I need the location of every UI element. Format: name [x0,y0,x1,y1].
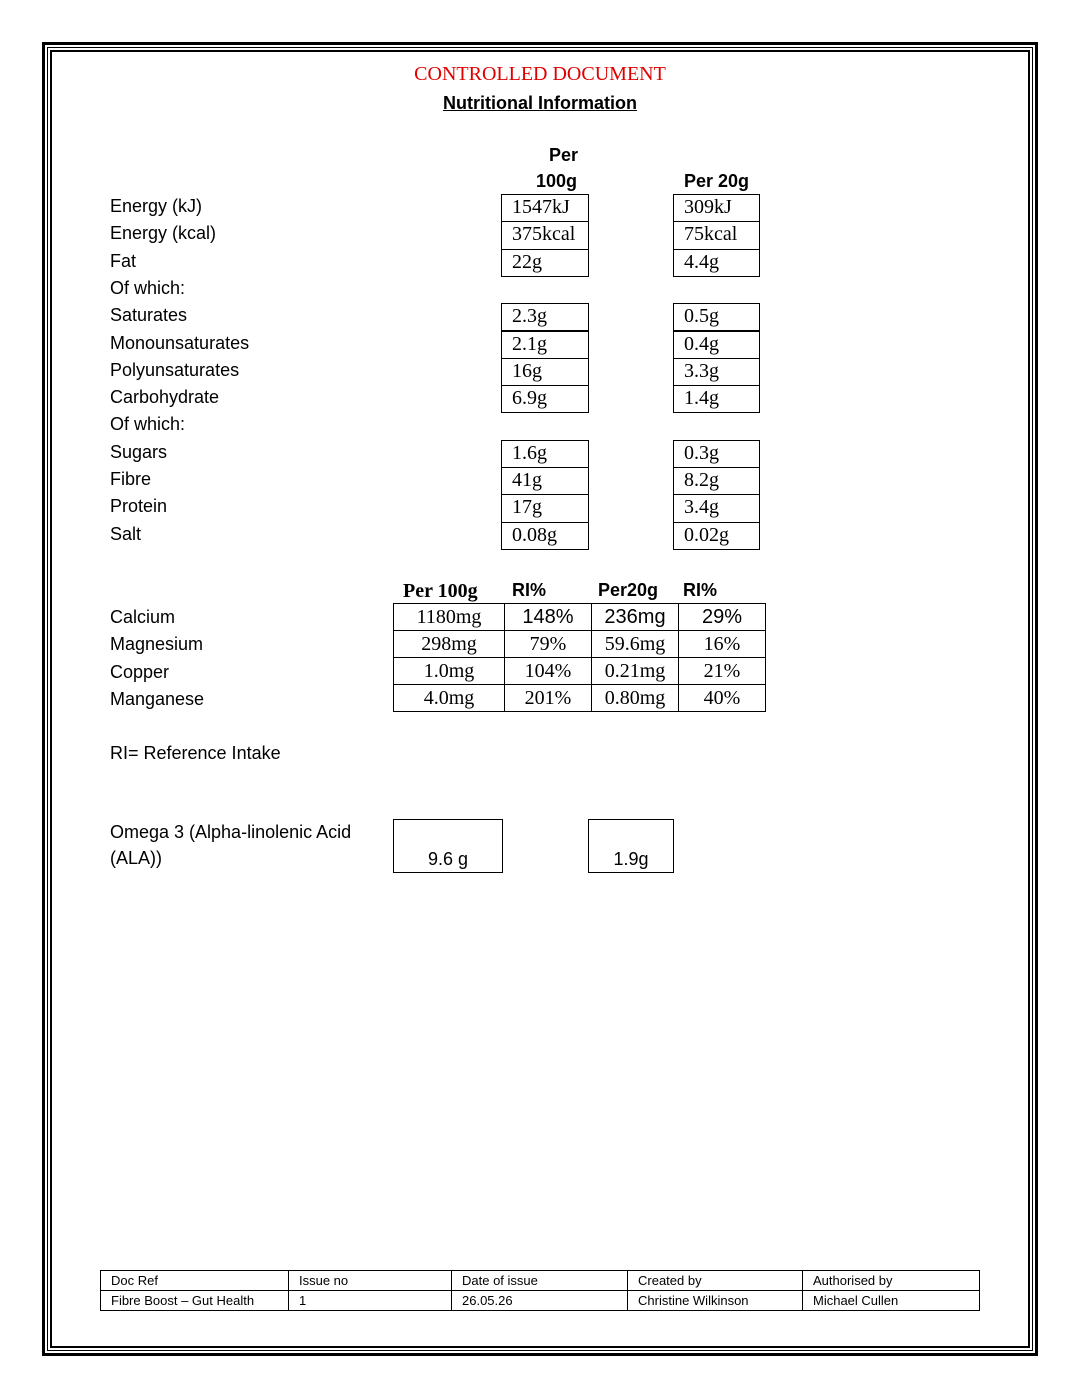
mineral-per20-value: 0.21mg [592,658,679,685]
macro-per20-value: 0.4g [673,331,760,359]
footer-header-date: Date of issue [452,1271,628,1291]
macro-label: Of which: [110,277,186,298]
mineral-per20-value: 236mg [592,604,679,631]
mineral-per100-value: 1.0mg [394,658,505,685]
footer-value-row [101,1291,980,1311]
mineral-label: Calcium [110,607,176,627]
mineral-label: Magnesium [110,634,204,655]
macro-per20-value: 0.3g [673,440,760,468]
ri-note: RI= Reference Intake [110,743,281,763]
macro-label: Energy (kcal) [110,223,217,244]
omega-label-line2: (ALA)) [110,848,163,868]
footer-created-by: Christine Wilkinson [628,1291,803,1311]
macro-per20-value: 3.3g [673,358,760,386]
omega-per100-box [393,819,503,873]
mineral-ri20-value: 21% [679,658,766,685]
mineral-per100-value: 298mg [394,631,505,658]
macro-label: Monounsaturates [110,332,250,353]
macro-label: Protein [110,496,168,517]
macro-label: Saturates [110,305,188,326]
macro-per100-value: 6.9g [501,385,589,413]
omega-per100-value: 9.6 g [427,849,469,869]
mineral-ri20-value: 40% [679,685,766,712]
mineral-header-ri100: RI% [512,580,547,600]
macro-per20-value: 3.4g [673,494,760,522]
macro-per20-value: 4.4g [673,249,760,277]
mineral-header-per100: Per 100g [403,580,478,602]
per100-header-line1: Per [549,145,579,165]
mineral-ri100-value: 201% [505,685,592,712]
minerals-table [393,603,766,712]
macro-per100-value: 41g [501,467,589,495]
macro-per100-value: 2.3g [501,303,589,331]
mineral-ri100-value: 79% [505,631,592,658]
macro-label: Polyunsaturates [110,359,240,380]
footer-doc-ref: Fibre Boost – Gut Health [101,1291,289,1311]
mineral-per100-value: 1180mg [394,604,505,631]
macro-per20-value: 1.4g [673,385,760,413]
mineral-label: Manganese [110,688,205,709]
mineral-row [394,658,766,685]
mineral-header-per20: Per20g [598,580,659,600]
macro-per100-value: 1547kJ [501,194,589,222]
page-title-text: Nutritional Information [443,93,637,113]
footer-header-authorised-by: Authorised by [803,1271,980,1291]
mineral-row [394,631,766,658]
footer-header-created-by: Created by [628,1271,803,1291]
footer-header-row [101,1271,980,1291]
macro-label: Fibre [110,469,152,489]
page-title [0,93,1080,114]
footer-header-issue-no: Issue no [289,1271,452,1291]
macro-label: Sugars [110,441,168,462]
per100-header-line2: 100g [536,171,578,191]
mineral-ri20-value: 16% [679,631,766,658]
footer-issue-no: 1 [289,1291,452,1311]
document-control-footer [100,1270,980,1311]
macro-per20-value: 0.5g [673,303,760,331]
omega-per20-value: 1.9g [613,849,649,869]
mineral-ri100-value: 148% [505,604,592,631]
macro-per100-value: 0.08g [501,522,589,550]
mineral-row [394,604,766,631]
footer-authorised-by: Michael Cullen [803,1291,980,1311]
mineral-per100-value: 4.0mg [394,685,505,712]
macro-label: Fat [110,250,137,271]
mineral-per20-value: 59.6mg [592,631,679,658]
macro-per100-value: 17g [501,494,589,522]
macro-per20-value: 75kcal [673,221,760,249]
macro-per20-value: 0.02g [673,522,760,550]
macro-per100-value: 16g [501,358,589,386]
mineral-per20-value: 0.80mg [592,685,679,712]
macro-per100-value: 375kcal [501,221,589,249]
mineral-label: Copper [110,661,170,682]
per20-header: Per 20g [684,171,750,191]
controlled-document-stamp: CONTROLLED DOCUMENT [414,63,666,85]
mineral-header-ri20: RI% [683,580,718,600]
macro-label: Energy (kJ) [110,196,203,216]
mineral-row [394,685,766,712]
macro-per20-value: 309kJ [673,194,760,222]
mineral-ri20-value: 29% [679,604,766,631]
omega-label-line1: Omega 3 (Alpha-linolenic Acid [110,822,352,842]
macro-per100-value: 22g [501,249,589,277]
macro-per20-value: 8.2g [673,467,760,495]
macro-per100-value: 1.6g [501,440,589,468]
footer-header-doc-ref: Doc Ref [101,1271,289,1291]
omega-per20-box [588,819,674,873]
macro-label: Of which: [110,414,186,435]
footer-date: 26.05.26 [452,1291,628,1311]
macro-label: Carbohydrate [110,387,220,408]
macro-per100-value: 2.1g [501,331,589,359]
mineral-ri100-value: 104% [505,658,592,685]
macro-label: Salt [110,523,142,544]
